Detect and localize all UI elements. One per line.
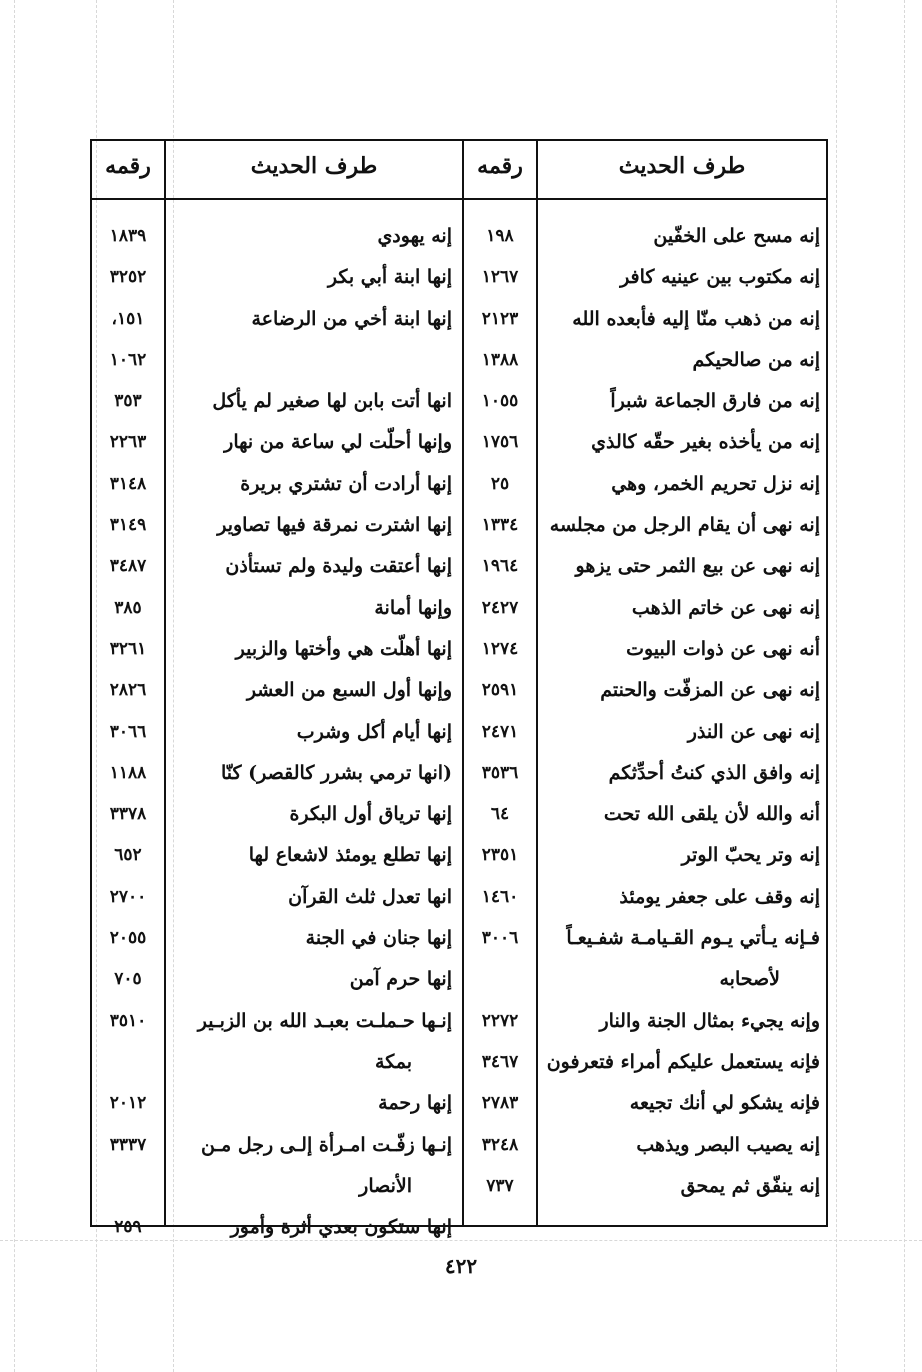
hadith-number: ١٩٨ (486, 226, 514, 246)
hadith-entry: إنها ستكون بعدي أثرة وأمور (230, 1216, 452, 1239)
hadith-entry: بمكة (375, 1050, 412, 1073)
hadith-number: ١٥١، (111, 308, 145, 329)
left-hadith-column (170, 216, 452, 1248)
hadith-entry: الأنصار (359, 1174, 412, 1197)
hadith-entry: إنه من ذهب منّا إليه فأبعده الله (572, 307, 820, 330)
hadith-number: ٢٧٨٣ (481, 1093, 519, 1114)
hadith-entry: إنها تطلع يومئذ لاشعاع لها (248, 844, 452, 867)
hadith-entry: إنه نهى عن المزفّت والحنتم (600, 679, 820, 702)
hadith-entry: إنه مكتوب بين عينيه كافر (620, 266, 820, 289)
hadith-entry: إنها حرم آمن (349, 968, 452, 991)
hadith-number: ٢٢٧٢ (481, 1010, 519, 1031)
hadith-number: ٢١٢٣ (481, 308, 519, 329)
hadith-number: ٣٠٠٦ (481, 928, 519, 949)
column-divider (164, 139, 166, 1227)
scan-guide (904, 0, 905, 1372)
right-text-header: طرف الحديث (618, 153, 746, 179)
hadith-number: ٢٨٢٦ (109, 680, 147, 701)
hadith-number (466, 959, 534, 1000)
hadith-number: ٣٣٧٨ (109, 804, 147, 825)
hadith-entry: إنه من صالحيكم (692, 348, 820, 371)
hadith-number: ٢٥٩١ (481, 680, 519, 701)
hadith-entry: إنه ينفّق ثم يمحق (680, 1174, 820, 1197)
hadith-entry: إنها ابنة أبي بكر (327, 266, 452, 289)
hadith-entry: إنه من فارق الجماعة شبراً (610, 390, 820, 413)
hadith-number: ٣٤٨٧ (109, 556, 147, 577)
hadith-entry: فـإنه يـأتي يـوم القـيامـة شفـيعـاً (566, 927, 820, 950)
hadith-number: ٢٥٩ (114, 1217, 142, 1238)
hadith-entry: إنها أعتقت وليدة ولم تستأذن (225, 555, 452, 578)
hadith-number: ١٢٧٤ (481, 638, 519, 659)
hadith-number: ١٣٣٤ (481, 515, 519, 536)
hadith-entry: لأصحابه (719, 968, 780, 991)
hadith-entry: إنـها حـملـت بعبـد الله بن الزبـير (197, 1009, 452, 1032)
hadith-entry: وإنها أول السبع من العشر (246, 679, 452, 702)
column-divider (462, 139, 464, 1227)
hadith-entry: إنه مسح على الخفّين (653, 225, 820, 247)
right-number-column (466, 216, 534, 1207)
hadith-number: ٣١٤٩ (109, 515, 147, 536)
right-number-header: رقمه (477, 153, 523, 179)
hadith-entry: إنه وقف على جعفر يومئذ (619, 885, 820, 908)
hadith-entry: إنها أهلّت هي وأختها والزبير (235, 637, 452, 660)
hadith-entry: إنه نزل تحريم الخمر، وهي (611, 472, 820, 495)
hadith-entry: انها تعدل ثلث القرآن (288, 885, 452, 908)
hadith-number: ٣٠٦٦ (109, 721, 147, 742)
hadith-number: ٧٠٥ (114, 969, 142, 990)
hadith-entry: وإنها أحلّت لي ساعة من نهار (224, 431, 452, 454)
hadith-entry: فإنه يستعمل عليكم أمراء فتعرفون (546, 1050, 820, 1073)
hadith-entry: (انها ترمي بشرر كالقصر) كنّا (221, 761, 452, 784)
hadith-number: ١٣٨٨ (481, 349, 519, 370)
hadith-entry: إنها ابنة أخي من الرضاعة (251, 307, 452, 330)
hadith-number: ١٩٦٤ (481, 556, 519, 577)
hadith-entry: إنها ترياق أول البكرة (289, 803, 452, 826)
hadith-entry: انها أتت بابن لها صغير لم يأكل (212, 390, 452, 413)
hadith-number: ٣٣٣٧ (109, 1134, 147, 1155)
hadith-entry: إنه نهى عن النذر (687, 720, 820, 743)
hadith-number (94, 1166, 162, 1207)
hadith-number: ١٤٦٠ (481, 886, 519, 907)
hadith-number: ٣٨٥ (114, 597, 142, 618)
left-number-header: رقمه (105, 153, 151, 179)
hadith-number: ٢٤٢٧ (481, 597, 519, 618)
hadith-number: ٣٢٤٨ (481, 1134, 519, 1155)
hadith-number: ١٢٦٧ (481, 267, 519, 288)
hadith-number: ٢٤٧١ (481, 721, 519, 742)
hadith-entry: إنه نهى عن خاتم الذهب (631, 596, 820, 619)
hadith-number: ٣٢٥٢ (109, 267, 147, 288)
hadith-entry: إنها اشترت نمرقة فيها تصاوير (217, 514, 452, 537)
scan-guide (836, 0, 837, 1372)
hadith-number: ٢٧٠٠ (109, 886, 147, 907)
hadith-entry (170, 340, 452, 381)
hadith-number: ١١٨٨ (109, 762, 147, 783)
hadith-number (94, 1042, 162, 1083)
hadith-number: ٢٠٥٥ (109, 928, 147, 949)
hadith-number: ٣٥٣ (114, 391, 142, 412)
hadith-number: ٣٥٣٦ (481, 762, 519, 783)
hadith-number: ٢٠١٢ (109, 1093, 147, 1114)
hadith-entry: إنه وتر يحبّ الوتر (681, 844, 820, 867)
hadith-number: ٣٤٦٧ (481, 1051, 519, 1072)
hadith-number: ٢٢٦٣ (109, 432, 147, 453)
hadith-entry: وإنه يجيء بمثال الجنة والنار (599, 1009, 820, 1032)
hadith-number: ٢٥ (490, 473, 510, 494)
hadith-number: ١٨٣٩ (109, 226, 147, 246)
hadith-entry: إنه يصيب البصر ويذهب (636, 1133, 820, 1156)
hadith-number: ١٠٦٢ (109, 349, 147, 370)
hadith-number: ١٧٥٦ (481, 432, 519, 453)
hadith-entry: إنها أيام أكل وشرب (296, 720, 452, 743)
hadith-number: ١٠٥٥ (481, 391, 519, 412)
column-divider (536, 139, 538, 1227)
hadith-entry: إنه نهى أن يقام الرجل من مجلسه (549, 514, 820, 537)
hadith-entry: وإنها أمانة (374, 596, 452, 619)
hadith-entry: إنه يهودي (377, 225, 452, 247)
hadith-number: ٦٥٢ (114, 845, 142, 866)
header-divider (90, 198, 828, 200)
left-text-header: طرف الحديث (250, 153, 378, 179)
hadith-number: ٢٣٥١ (481, 845, 519, 866)
hadith-number: ٦٤ (490, 804, 510, 825)
hadith-number: ٣١٤٨ (109, 473, 147, 494)
hadith-entry: إنه من يأخذه بغير حقّه كالذي (591, 431, 820, 454)
left-number-column (94, 216, 162, 1248)
hadith-entry: إنها أرادت أن تشتري بريرة (240, 472, 452, 495)
hadith-number: ٧٣٧ (486, 1175, 514, 1196)
hadith-entry: فإنه يشكو لي أنك تجيعه (629, 1092, 820, 1115)
hadith-entry: إنها جنان في الجنة (305, 927, 452, 950)
hadith-entry: أنه والله لأن يلقى الله تحت (603, 803, 820, 826)
hadith-entry: أنه نهى عن ذوات البيوت (626, 637, 820, 660)
hadith-entry: إنه وافق الذي كنتُ أحدِّثكم (608, 761, 820, 784)
hadith-entry: إنها رحمة (378, 1092, 452, 1115)
scan-guide (14, 0, 15, 1372)
hadith-number: ٣٥١٠ (109, 1010, 147, 1031)
page-number: ٤٢٢ (444, 1254, 478, 1278)
hadith-entry: إنـها زفّـت امـرأة إلـى رجل مـن (201, 1133, 452, 1156)
right-hadith-column (542, 216, 820, 1207)
hadith-number: ٣٢٦١ (109, 638, 147, 659)
hadith-entry: إنه نهى عن بيع الثمر حتى يزهو (575, 555, 820, 578)
